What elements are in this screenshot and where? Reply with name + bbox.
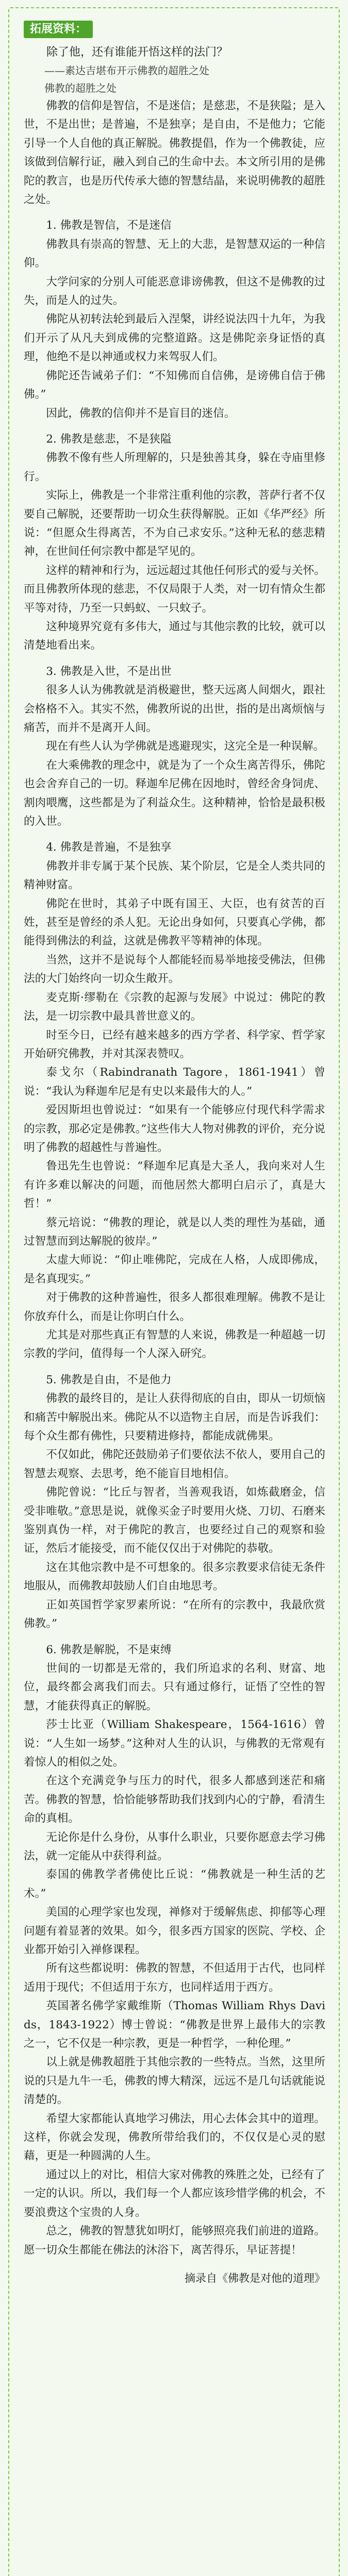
body-paragraph: 泰国的佛教学者佛使比丘说：“佛教就是一种生活的艺术。” bbox=[24, 1868, 325, 1900]
body-paragraph: 在这个充满竞争与压力的时代，很多人都感到迷茫和痛苦。佛教的智慧，恰恰能够帮助我们找到内心的宁静，看清生命的真相。 bbox=[24, 1774, 325, 1825]
body-paragraph: 通过以上的对比，相信大家对佛教的殊胜之处，已经有了一定的认识。所以，我们每一个人都应该珍惜学佛的机会，不要浪费这个宝贵的人身。 bbox=[24, 2168, 325, 2219]
body-paragraph: 鲁迅先生也曾说：“释迦牟尼真是大圣人，我向来对人生有许多难以解决的问题，而他居然大都明白启示了，真是大哲！” bbox=[24, 1160, 325, 1211]
body-paragraph: 蔡元培说：“佛教的理论，就是以人类的理性为基础，通过智慧而到达解脱的彼岸。” bbox=[24, 1216, 325, 1248]
body-paragraph: 佛陀曾说：“比丘与智者，当善观我语，如炼截磨金，信受非唯敬。”意思是说，就像买金子时要用火烧、刀切、石磨来鉴别真伪一样，对于佛陀的教言，也要经过自己的观察和验证，然后才能接受，而不能仅仅出于对佛陀的恭敬。 bbox=[24, 1486, 325, 1555]
section-heading: 2. 佛教是慈悲，不是狭隘 bbox=[46, 432, 172, 446]
source-line: ——素达吉堪布开示佛教的超胜之处 bbox=[44, 64, 209, 77]
section-spacer bbox=[24, 831, 325, 838]
body-paragraph: 现在有些人认为学佛就是逃避现实，这完全是一种误解。 bbox=[46, 740, 325, 753]
body-paragraph: 尤其是对那些真正有智慧的人来说，佛教是一种超越一切宗教的学问，值得每一个人深入研究。 bbox=[24, 1329, 325, 1361]
body-paragraph: 对于佛教的这种普遍性，很多人都很难理解。佛教不是让你放弃什么，而是让你明白什么。 bbox=[24, 1291, 325, 1323]
section-spacer bbox=[24, 209, 325, 216]
section-heading: 5. 佛教是自由，不是他力 bbox=[46, 1373, 172, 1386]
body-paragraph: 实际上，佛教是一个非常注重利他的宗教，菩萨行者不仅要自己解脱，还要帮助一切众生获得解脱。正如《华严经》所说：“但愿众生得离苦，不为自己求安乐。”这种无私的慈悲精神，在世间任何宗教中都是罕见的。 bbox=[24, 489, 325, 558]
section-spacer bbox=[24, 1364, 325, 1371]
body-paragraph: 这种境界究竟有多伟大，通过与其他宗教的比较，就可以清楚地看出来。 bbox=[24, 620, 325, 652]
body-paragraph: 正如英国哲学家罗素所说：“在所有的宗教中，我最欣赏佛教。” bbox=[24, 1598, 325, 1631]
body-paragraph: 佛教的信仰是智信，不是迷信；是慈悲，不是狭隘；是入世，不是出世；是普遍，不是独享；是自由，不是他力；它能引导一个人自他的真正解脱。佛教提倡，作为一个佛教徒，应该做到信解行证，融入到自己的生命中去。本文所引用的是佛陀的教言，也是历代传承大德的智慧结晶，来说明佛教的超胜之处。 bbox=[24, 99, 325, 207]
body-paragraph: 总之，佛教的智慧犹如明灯，能够照亮我们前进的道路。愿一切众生都能在佛法的沐浴下，离苦得乐，早证菩提！ bbox=[24, 2225, 325, 2257]
body-paragraph: 这在其他宗教中是不可想象的。很多宗教要求信徒无条件地服从，而佛教却鼓励人们自由地思考。 bbox=[24, 1561, 325, 1593]
intro-question: 除了他，还有谁能开悟这样的法门？ bbox=[46, 46, 228, 59]
body-paragraph: 英国著名佛学家戴维斯（Thomas William Rhys Davids，1843-1922）博士曾说：“佛教是世界上最伟大的宗教之一，它不仅是一种宗教，更是一种哲学，一种伦理。” bbox=[24, 1999, 325, 2050]
section-label: 拓展资料： bbox=[24, 21, 93, 38]
body-paragraph: 美国的心理学家也发现，禅修对于缓解焦虑、抑郁等心理问题有着显著的效果。如今，很多西方国家的医院、学校、企业都开始引入禅修课程。 bbox=[24, 1906, 325, 1956]
body-paragraph: 当然，这并不是说每个人都能轻而易举地接受佛法，但佛法的大门始终向一切众生敞开。 bbox=[24, 953, 325, 986]
body-paragraph: 以上就是佛教超胜于其他宗教的一些特点。当然，这里所说的只是九牛一毛，佛教的博大精深，远远不是几句话就能说清楚的。 bbox=[24, 2056, 325, 2107]
body-paragraph: 佛教的最终目的，是让人获得彻底的自由，即从一切烦恼和痛苦中解脱出来。佛陀从不以造物主自居，而是告诉我们：每个众生都有佛性，只要精进修持，都能成就佛果。 bbox=[24, 1392, 325, 1443]
section-heading: 3. 佛教是入世，不是出世 bbox=[46, 665, 172, 678]
section-spacer bbox=[24, 1634, 325, 1641]
title-block bbox=[24, 43, 325, 97]
section-heading: 4. 佛教是普遍，不是独享 bbox=[46, 841, 172, 854]
article-subtitle: 佛教的超胜之处 bbox=[44, 82, 117, 94]
body-paragraph: 时至今日，已经有越来越多的西方学者、科学家、哲学家开始研究佛教，并对其深表赞叹。 bbox=[24, 1028, 325, 1060]
body-paragraph: 佛教具有崇高的智慧、无上的大悲，是智慧双运的一种信仰。 bbox=[24, 238, 325, 270]
body-paragraph: 莎士比亚（William Shakespeare，1564-1616）曾说：“人生如一场梦。”这种对人生的认识，与佛教的无常观有着惊人的相似之处。 bbox=[24, 1718, 325, 1769]
body-paragraph: 泰戈尔（Rabindranath Tagore，1861-1941）曾说：“我认为释迦牟尼是有史以来最伟大的人。” bbox=[24, 1066, 325, 1098]
footer-note: 摘录自《佛教是对他的道理》 bbox=[185, 2272, 325, 2284]
body-paragraph: 佛陀还告诫弟子们：“不知佛而自信佛，是谤佛自信于佛佛。” bbox=[24, 369, 325, 401]
body-paragraph: 佛教并非专属于某个民族、某个阶层，它是全人类共同的精神财富。 bbox=[24, 859, 325, 892]
body-paragraph: 不仅如此，佛陀还鼓励弟子们要依法不依人，要用自己的智慧去观察、去思考，绝不能盲目地相信。 bbox=[24, 1448, 325, 1480]
section-spacer bbox=[24, 423, 325, 430]
body-paragraph: 爱因斯坦也曾说过：“如果有一个能够应付现代科学需求的宗教，那必定是佛教。”这些伟大人物对佛教的评价，充分说明了佛教的超越性与普遍性。 bbox=[24, 1104, 325, 1154]
body-paragraph: 佛教不像有些人所理解的，只是独善其身，躲在寺庙里修行。 bbox=[24, 451, 325, 483]
body-paragraph: 所有这些都说明：佛教的智慧，不但适用于古代，也同样适用于现代；不但适用于东方，也同样适用于西方。 bbox=[24, 1962, 325, 1994]
body-paragraph: 大学问家的分别人可能恶意诽谤佛教，但这不是佛教的过失，而是人的过失。 bbox=[24, 275, 325, 308]
body-paragraph: 太虚大师说：“仰止唯佛陀，完成在人格，人成即佛成，是名真现实。” bbox=[24, 1253, 325, 1285]
body-paragraph: 因此，佛教的信仰并不是盲目的迷信。 bbox=[46, 406, 236, 420]
body-paragraph: 佛陀从初转法轮到最后入涅槃，讲经说法四十九年，为我们开示了从凡夫到成佛的完整道路。这是佛陀亲身证悟的真理，他绝不是以神通或权力来驾驭人们。 bbox=[24, 313, 325, 364]
body-paragraph: 麦克斯·缪勒在《宗教的起源与发展》中说过：佛陀的教法，是一切宗教中最具普世意义的。 bbox=[24, 991, 325, 1023]
article-body bbox=[24, 97, 325, 2260]
body-paragraph: 世间的一切都是无常的，我们所追求的名利、财富、地位，最终都会离我们而去。只有通过修行，证悟了空性的智慧，才能获得真正的解脱。 bbox=[24, 1662, 325, 1713]
body-paragraph: 无论你是什么身份，从事什么职业，只要你愿意去学习佛法，就一定能从中获得利益。 bbox=[24, 1831, 325, 1862]
body-paragraph: 在大乘佛教的理念中，就是为了一个众生离苦得乐，佛陀也会舍弃自己的一切。释迦牟尼佛在因地时，曾经舍身饲虎、割肉喂鹰，这些都是为了利益众生。这种精神，恰恰是最积极的入世。 bbox=[24, 758, 325, 828]
section-spacer bbox=[24, 655, 325, 663]
section-heading: 6. 佛教是解脱，不是束缚 bbox=[46, 1643, 172, 1656]
section-heading: 1. 佛教是智信，不是迷信 bbox=[46, 219, 172, 232]
body-paragraph: 很多人认为佛教就是消极避世，整天远离人间烟火，跟社会格格不入。其实不然，佛教所说的出世，指的是出离烦恼与痛苦，而并不是离开人间。 bbox=[24, 684, 325, 734]
body-paragraph: 这样的精神和行为，远远超过其他任何形式的爱与关怀。而且佛教所体现的慈悲，不仅局限于人类，对一切有情众生都平等对待，乃至一只蚂蚁、一只蚊子。 bbox=[24, 564, 325, 615]
body-paragraph: 希望大家都能认真地学习佛法，用心去体会其中的道理。这样，你就会发现，佛教所带给我们的，不仅仅是心灵的慰藉，更是一种圆满的人生。 bbox=[24, 2112, 325, 2163]
body-paragraph: 佛陀在世时，其弟子中既有国王、大臣，也有贫苦的百姓，甚至是曾经的杀人犯。无论出身如何，只要真心学佛，都能得到佛法的利益，这就是佛教平等精神的体现。 bbox=[24, 897, 325, 948]
